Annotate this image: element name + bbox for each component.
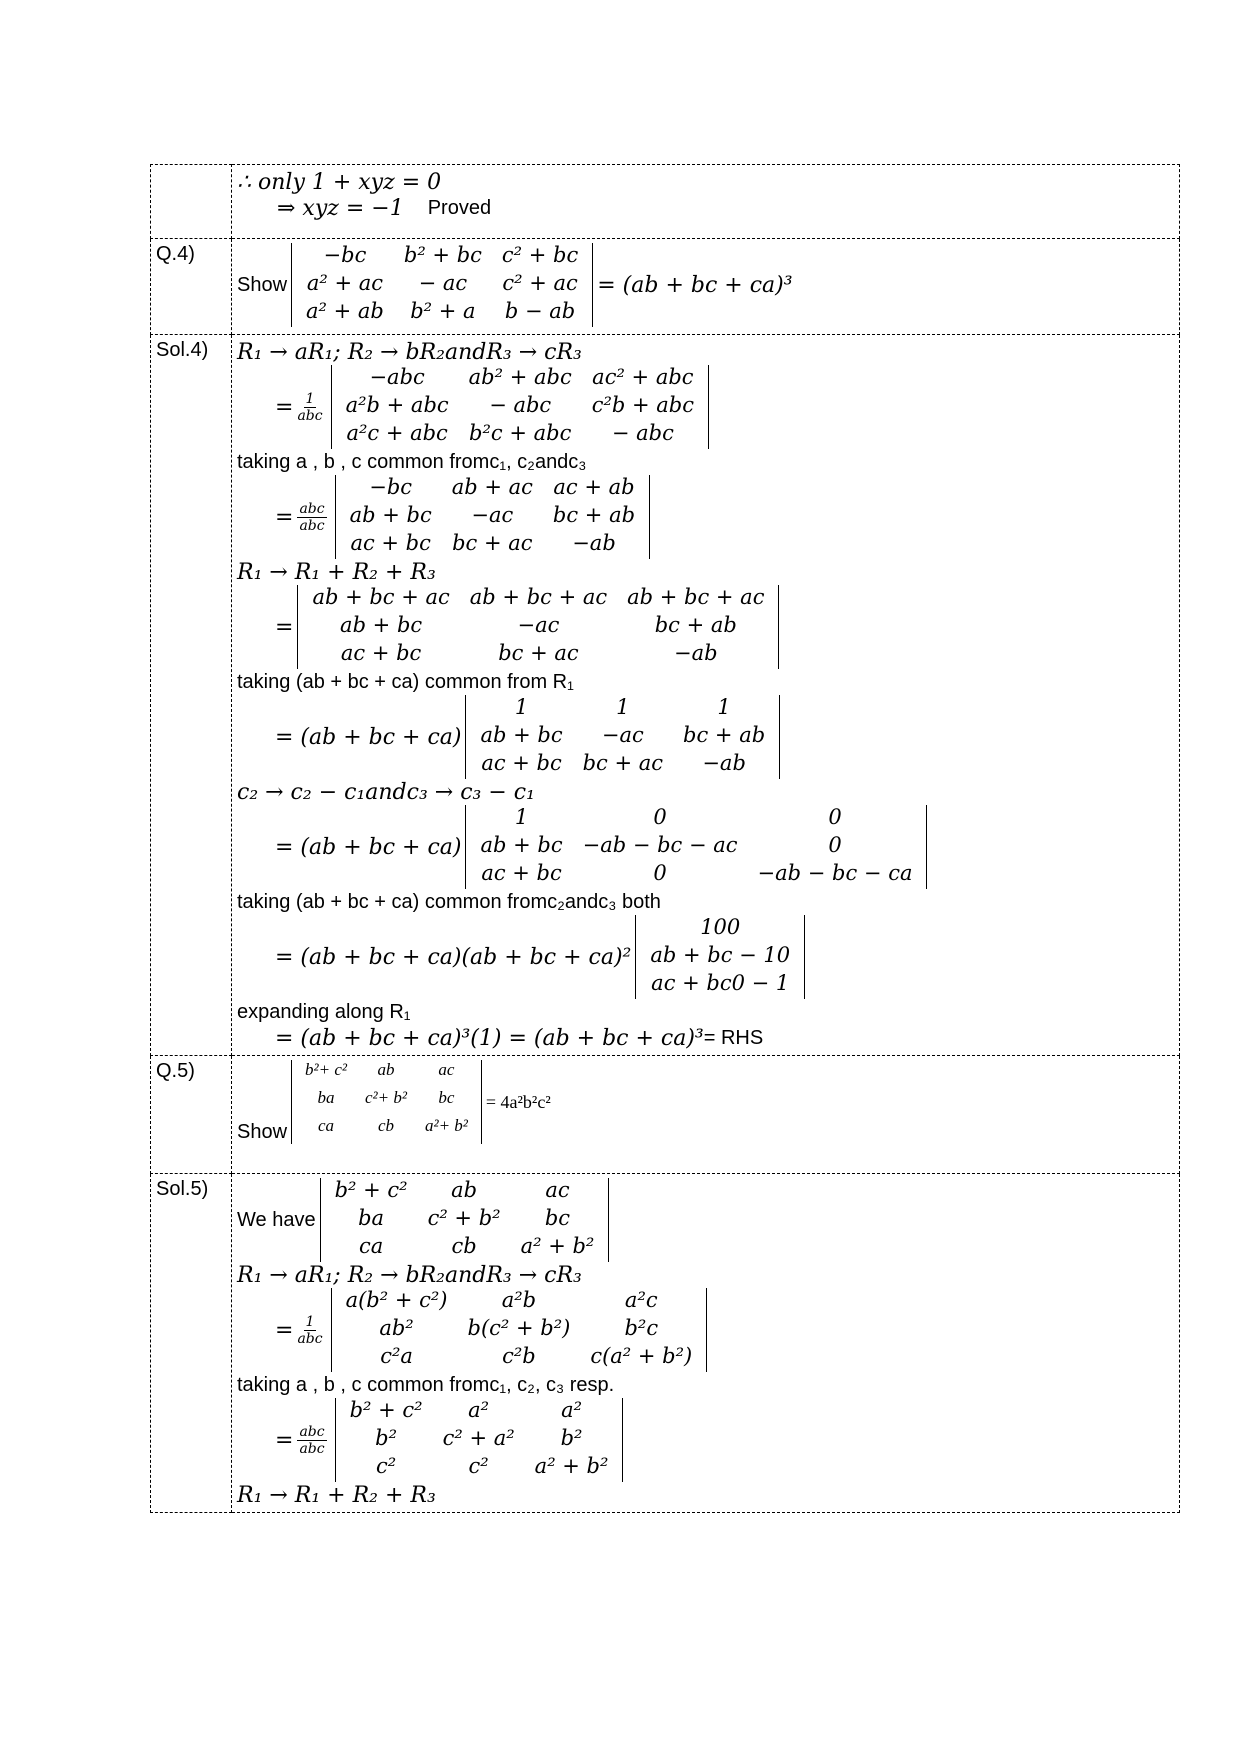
prefactor: = (ab + bc + ca) (275, 834, 462, 860)
matrix-cell: ab² (379, 1316, 414, 1340)
matrix-cell: ab + bc + ac (469, 585, 608, 609)
matrix-cell: ab + bc (349, 503, 432, 527)
matrix-cell: b² (375, 1426, 398, 1450)
matrix-row (336, 365, 704, 393)
matrix-cell: a²b + abc (345, 393, 449, 417)
matrix-cell: bc (544, 1206, 571, 1230)
determinant (320, 1178, 610, 1262)
matrix-cell: 1 (514, 805, 529, 829)
solution-label: Sol.4) (151, 335, 232, 1056)
table-row (151, 1056, 1180, 1174)
determinant (635, 915, 805, 999)
matrix-cell: a(b² + c²) (345, 1288, 448, 1312)
matrix-row (470, 751, 775, 779)
matrix-row (302, 585, 774, 613)
determinant (297, 585, 779, 669)
matrix (302, 585, 774, 669)
matrix (340, 1398, 619, 1482)
matrix-cell: −abc (369, 365, 425, 389)
matrix-cell: ac (545, 1178, 570, 1202)
matrix-cell: − ac (418, 271, 468, 295)
equals-sign: = (275, 504, 294, 530)
step-text: taking a , b , c common fromc₁, c₂, c₃ resp. (237, 1373, 615, 1396)
matrix-cell: c²b (502, 1344, 536, 1368)
matrix-cell: ac + bc (350, 531, 431, 555)
matrix-row (470, 695, 775, 723)
matrix-row (325, 1178, 605, 1206)
matrix-cell: ac + bc0 − 1 (651, 971, 790, 995)
matrix-cell: 1 (717, 695, 731, 719)
matrix (340, 475, 645, 559)
equals-sign: = (275, 1427, 294, 1453)
matrix-row (296, 1116, 477, 1144)
matrix-cell: ab + bc + ac (627, 585, 765, 609)
determinant (331, 1288, 708, 1372)
matrix-cell: c²b + abc (591, 393, 695, 417)
matrix-cell: ba (358, 1206, 385, 1230)
matrix-cell: a² + b² (520, 1234, 595, 1258)
matrix-cell: bc + ac (452, 531, 533, 555)
matrix-cell: ca (358, 1234, 384, 1258)
row-operation: R₁ → R₁ + R₂ + R₃ (237, 559, 436, 585)
matrix-cell: bc + ab (683, 723, 766, 747)
matrix-row (340, 531, 645, 559)
matrix-cell: a² + ac (306, 271, 384, 295)
matrix-cell: c² + a² (442, 1426, 515, 1450)
rhs-expression: = 4a²b²c² (485, 1091, 551, 1112)
matrix (336, 365, 704, 449)
matrix-row (325, 1234, 605, 1262)
equals-sign: = (275, 1317, 294, 1343)
determinant (465, 805, 927, 889)
matrix-cell: a² (468, 1398, 490, 1422)
matrix-cell: c² + ac (502, 271, 578, 295)
matrix-cell: ba (317, 1088, 335, 1107)
question-content (232, 239, 1180, 335)
step-text: taking a , b , c common fromc₁, c₂andc₃ (237, 450, 587, 473)
matrix-row (340, 503, 645, 531)
matrix-cell: a² + ab (306, 299, 384, 323)
matrix (296, 1060, 477, 1144)
matrix-cell: 0 (828, 805, 842, 829)
fraction: $\frac{\text{abc}}{\text{abc}}$ (299, 1423, 325, 1457)
matrix-row (340, 475, 645, 503)
show-label: Show (237, 273, 288, 296)
matrix-cell: ab + bc + ac (312, 585, 450, 609)
document-sheet (150, 164, 1180, 1513)
fraction: $\frac{1}{\text{abc}}$ (297, 1313, 323, 1347)
column-operation: c₂ → c₂ − c₁andc₃ → c₃ − c₁ (237, 779, 535, 805)
label-cell (151, 165, 232, 239)
solution-label: Sol.5) (151, 1174, 232, 1513)
we-have-label: We have (237, 1208, 316, 1231)
matrix (640, 915, 800, 999)
matrix-cell: a² (561, 1398, 583, 1422)
matrix-cell: b²+ c² (305, 1060, 347, 1079)
matrix-row (296, 271, 588, 299)
matrix-cell: ab (451, 1178, 478, 1202)
matrix (325, 1178, 605, 1262)
matrix-cell: ac (438, 1060, 455, 1079)
matrix-cell: b² + bc (403, 243, 482, 267)
matrix-cell: −ac (471, 503, 514, 527)
matrix-cell: ab + bc (340, 613, 423, 637)
matrix-cell: ac² + abc (592, 365, 694, 389)
table-row (151, 239, 1180, 335)
matrix-row (336, 1316, 703, 1344)
matrix-row (296, 1060, 477, 1088)
matrix-row (470, 861, 922, 889)
matrix-cell: a²c (624, 1288, 658, 1312)
matrix-cell: b² (560, 1426, 583, 1450)
matrix-cell: bc + ac (498, 641, 579, 665)
matrix-row (470, 723, 775, 751)
matrix-cell: b² + c² (349, 1398, 423, 1422)
solution-content (232, 1174, 1180, 1513)
determinant (335, 475, 650, 559)
question-label: Q.5) (151, 1056, 232, 1174)
matrix-cell: ab (377, 1060, 395, 1079)
matrix-cell: ab + bc (480, 723, 563, 747)
matrix-cell: b²c + abc (469, 421, 572, 445)
matrix-cell: b − ab (504, 299, 576, 323)
matrix-cell: cb (377, 1116, 394, 1135)
table-row (151, 335, 1180, 1056)
matrix-row (336, 393, 704, 421)
rhs-label: = RHS (703, 1026, 764, 1049)
matrix-cell: 100 (700, 915, 741, 939)
matrix-cell: ab + bc − 10 (650, 943, 791, 967)
row-operation: R₁ → aR₁; R₂ → bR₂andR₃ → cR₃ (237, 339, 582, 365)
matrix-row (470, 833, 922, 861)
matrix-cell: ac + bc (340, 641, 422, 665)
conclusion-line: ∴ only 1 + xyz = 0 (237, 169, 442, 195)
matrix-cell: −ab − bc − ca (757, 861, 913, 885)
determinant (291, 1060, 482, 1144)
matrix-row (336, 1344, 703, 1372)
matrix-cell: a² + b² (534, 1454, 609, 1478)
rhs-expression: = (ab + bc + ca)³ (597, 272, 793, 298)
step-text: taking (ab + bc + ca) common from R₁ (237, 670, 574, 693)
matrix-cell: b² + a (410, 299, 476, 323)
matrix-cell: ab + bc (480, 833, 563, 857)
matrix-cell: ab² + abc (468, 365, 572, 389)
fraction: $\frac{1}{\text{abc}}$ (297, 390, 323, 424)
matrix-cell: −ab (702, 751, 746, 775)
matrix-cell: −ac (601, 723, 644, 747)
matrix-cell: − abc (611, 421, 674, 445)
matrix-cell: c²a (380, 1344, 413, 1368)
matrix-cell: bc + ab (654, 613, 737, 637)
matrix-cell: −ac (517, 613, 560, 637)
matrix-row (640, 915, 800, 943)
matrix-cell: bc + ac (582, 751, 664, 775)
matrix-cell: 1 (616, 695, 630, 719)
matrix-cell: −bc (323, 243, 367, 267)
determinant (465, 695, 780, 779)
matrix-cell: 1 (514, 695, 529, 719)
matrix-cell: −bc (369, 475, 413, 499)
proved-label: Proved (427, 196, 492, 219)
matrix-cell: 0 (653, 861, 667, 885)
matrix-row (296, 1088, 477, 1116)
question-label: Q.4) (151, 239, 232, 335)
matrix-cell: 0 (828, 833, 842, 857)
matrix-cell: ac + bc (481, 751, 562, 775)
table-row (151, 1174, 1180, 1513)
matrix-cell: bc (438, 1088, 455, 1107)
matrix-cell: −ab (572, 531, 616, 555)
matrix-cell: c² + b² (427, 1206, 501, 1230)
step-text: expanding along R₁ (237, 1000, 411, 1023)
matrix-cell: 0 (653, 805, 667, 829)
matrix-row (296, 299, 588, 327)
matrix (470, 805, 922, 889)
matrix-row (340, 1426, 619, 1454)
matrix-cell: ca (317, 1116, 335, 1135)
equals-sign: = (275, 394, 294, 420)
matrix (336, 1288, 703, 1372)
determinant (335, 1398, 624, 1482)
show-label: Show (237, 1121, 288, 1143)
matrix-row (640, 971, 800, 999)
step-text: taking (ab + bc + ca) common fromc₂andc₃ both (237, 890, 661, 913)
solution-content (232, 335, 1180, 1056)
solutions-table (150, 164, 1180, 1513)
matrix-cell: b(c² + b²) (467, 1316, 571, 1340)
matrix-cell: c(a² + b²) (590, 1344, 693, 1368)
matrix-cell: b² + c² (334, 1178, 408, 1202)
matrix-cell: c² + bc (501, 243, 579, 267)
final-expression: = (ab + bc + ca)³(1) = (ab + bc + ca)³ (275, 1025, 704, 1051)
row-operation: R₁ → aR₁; R₂ → bR₂andR₃ → cR₃ (237, 1262, 582, 1288)
matrix (296, 243, 588, 327)
matrix-cell: b²c (624, 1316, 659, 1340)
matrix-row (302, 613, 774, 641)
matrix-cell: ac + bc (481, 861, 562, 885)
matrix-cell: ac + ab (553, 475, 635, 499)
matrix-row (302, 641, 774, 669)
matrix-cell: c² (468, 1454, 489, 1478)
matrix-cell: ab + ac (451, 475, 533, 499)
row-operation: R₁ → R₁ + R₂ + R₃ (237, 1482, 436, 1508)
matrix-cell: − abc (489, 393, 552, 417)
matrix-row (470, 805, 922, 833)
matrix-row (640, 943, 800, 971)
matrix-cell: c² (376, 1454, 397, 1478)
prefactor: = (ab + bc + ca) (275, 724, 462, 750)
content-cell (232, 165, 1180, 239)
question-content (232, 1056, 1180, 1174)
matrix-cell: a²+ b² (424, 1116, 468, 1135)
matrix-cell: −ab (674, 641, 718, 665)
matrix (470, 695, 775, 779)
matrix-row (336, 1288, 703, 1316)
matrix-cell: c²+ b² (365, 1088, 407, 1107)
prefactor: = (ab + bc + ca)(ab + bc + ca)² (275, 944, 632, 970)
matrix-cell: a²c + abc (346, 421, 448, 445)
result-line: ⇒ xyz = −1 (277, 195, 404, 221)
matrix-row (325, 1206, 605, 1234)
matrix-row (336, 421, 704, 449)
matrix-row (340, 1398, 619, 1426)
matrix-row (296, 243, 588, 271)
determinant (291, 243, 593, 327)
matrix-row (340, 1454, 619, 1482)
table-row (151, 165, 1180, 239)
matrix-cell: cb (451, 1234, 477, 1258)
matrix-cell: a²b (501, 1288, 537, 1312)
determinant (331, 365, 709, 449)
equals-sign: = (275, 614, 294, 640)
matrix-cell: bc + ab (552, 503, 636, 527)
fraction: $\frac{\text{abc}}{\text{abc}}$ (299, 500, 325, 534)
matrix-cell: −ab − bc − ac (582, 833, 738, 857)
